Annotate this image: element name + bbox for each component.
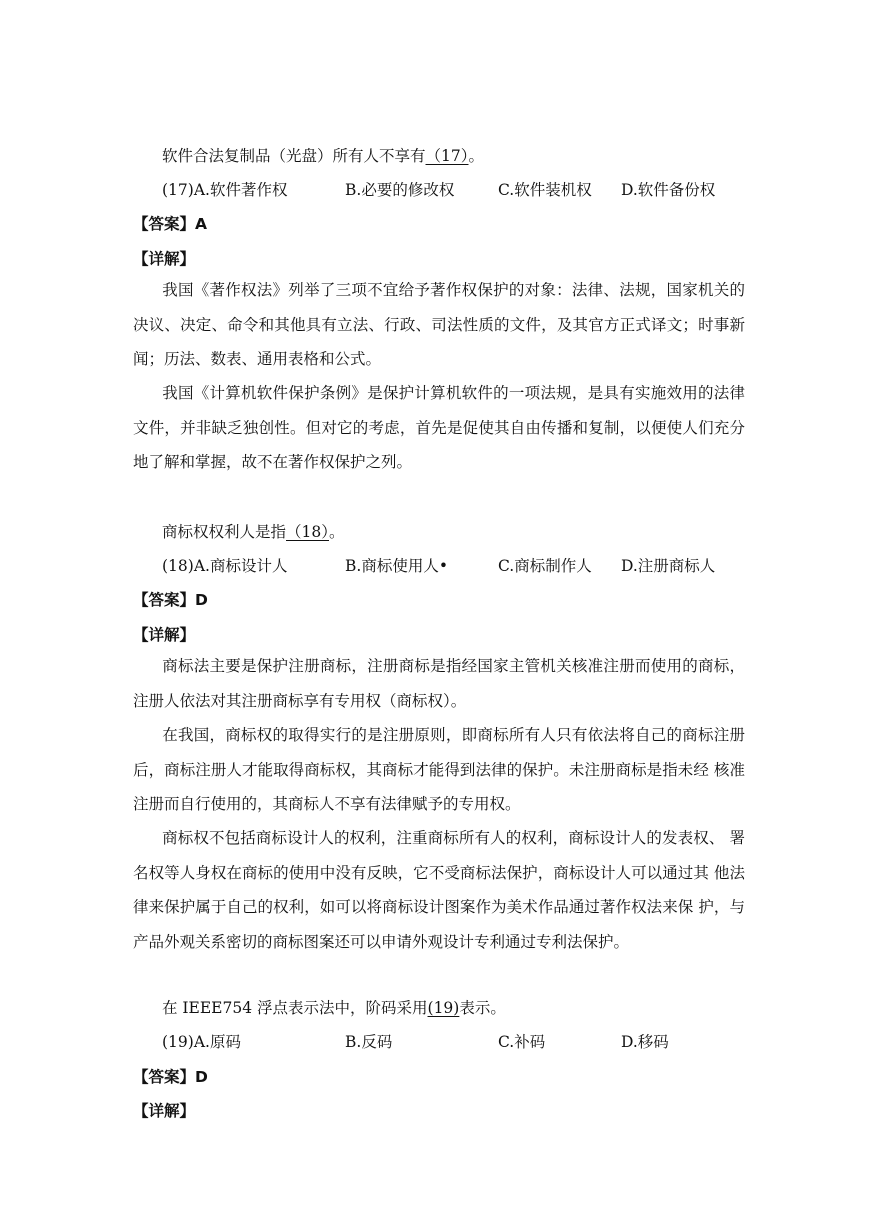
question-19-option-d: D.移码 <box>621 1033 669 1051</box>
question-17-blank: （17） <box>425 147 469 165</box>
question-17-answer <box>133 213 207 235</box>
question-19-blank: (19) <box>427 999 460 1017</box>
question-18-explain-1 <box>133 649 745 718</box>
question-17-stem <box>162 145 484 167</box>
question-19-text: 在 IEEE754 浮点表示法中，阶码采用 <box>162 999 428 1017</box>
answer-label: 【答案】 <box>133 591 196 609</box>
question-18-option-b: B.商标使用人• <box>345 557 448 575</box>
answer-label: 【答案】 <box>133 1068 196 1086</box>
question-19-answer <box>133 1066 208 1088</box>
question-18-punct: 。 <box>329 523 345 541</box>
question-19-punct: 表示。 <box>459 999 506 1017</box>
question-18-option-a: (18)A.商标设计人 <box>162 557 288 575</box>
explain-text: 商标法主要是保护注册商标，注册商标是指经国家主管机关核准注册而使用的商标，注册人依法对其注册商标享有专用权（商标权）。 <box>133 657 745 710</box>
question-19-option-a: (19)A.原码 <box>162 1033 241 1051</box>
question-17-text: 软件合法复制品（光盘）所有人不享有 <box>162 147 426 165</box>
question-17-option-d: D.软件备份权 <box>621 181 716 199</box>
answer-label: 【答案】 <box>133 215 196 233</box>
question-17-option-a: (17)A.软件著作权 <box>162 181 288 199</box>
explain-text: 在我国，商标权的取得实行的是注册原则，即商标所有人只有依法将自己的商标注册后，商标注册人才能取得商标权，其商标才能得到法律的保护。未注册商标是指未经 核准注册而自行使用的，其商标人不享有法律赋予的专用权。 <box>133 726 745 813</box>
question-17-explain-1 <box>133 273 745 377</box>
question-19-option-b: B.反码 <box>345 1033 393 1051</box>
answer-value: A <box>195 215 208 233</box>
question-18-stem <box>162 521 345 543</box>
question-18-detail-label: 【详解】 <box>133 626 196 644</box>
question-19-option-c: C.补码 <box>498 1033 546 1051</box>
question-18-text: 商标权权利人是指 <box>162 523 287 541</box>
question-17-option-b: B.必要的修改权 <box>345 181 455 199</box>
explain-text: 我国《著作权法》列举了三项不宜给予著作权保护的对象：法律、法规，国家机关的决议、决定、命令和其他具有立法、行政、司法性质的文件，及其官方正式译文；时事新闻；历法、数表、通用表格和公式。 <box>133 281 745 368</box>
answer-value: D <box>195 1068 208 1086</box>
question-18-option-c: C.商标制作人 <box>498 557 592 575</box>
question-18-explain-3 <box>133 821 745 959</box>
question-18-explain-2 <box>133 718 745 822</box>
question-18-option-d: D.注册商标人 <box>621 557 716 575</box>
explain-text: 我国《计算机软件保护条例》是保护计算机软件的一项法规，是具有实施效用的法律文件，并非缺乏独创性。但对它的考虑，首先是促使其自由传播和复制，以便使人们充分地了解和掌握，故不在著作权保护之列。 <box>133 384 745 471</box>
question-18-blank: （18） <box>286 523 329 541</box>
question-17-option-c: C.软件装机权 <box>498 181 592 199</box>
question-18-answer <box>133 589 208 611</box>
explain-text: 商标权不包括商标设计人的权利，注重商标所有人的权利，商标设计人的发表权、 署名权等人身权在商标的使用中没有反映，它不受商标法保护，商标设计人可以通过其 他法律来保护属于自己的权利，如可以将商标设计图案作为美术作品通过著作权法来保 护，与产品外观关系密切的商标图案还可以申请外观设计专利通过专利法保护。 <box>133 829 745 951</box>
question-17-detail-label: 【详解】 <box>133 250 196 268</box>
answer-value: D <box>195 591 208 609</box>
question-19-detail-label: 【详解】 <box>133 1102 196 1120</box>
question-17-punct: 。 <box>468 147 485 165</box>
question-17-explain-2 <box>133 376 745 480</box>
question-19-stem <box>162 997 506 1019</box>
